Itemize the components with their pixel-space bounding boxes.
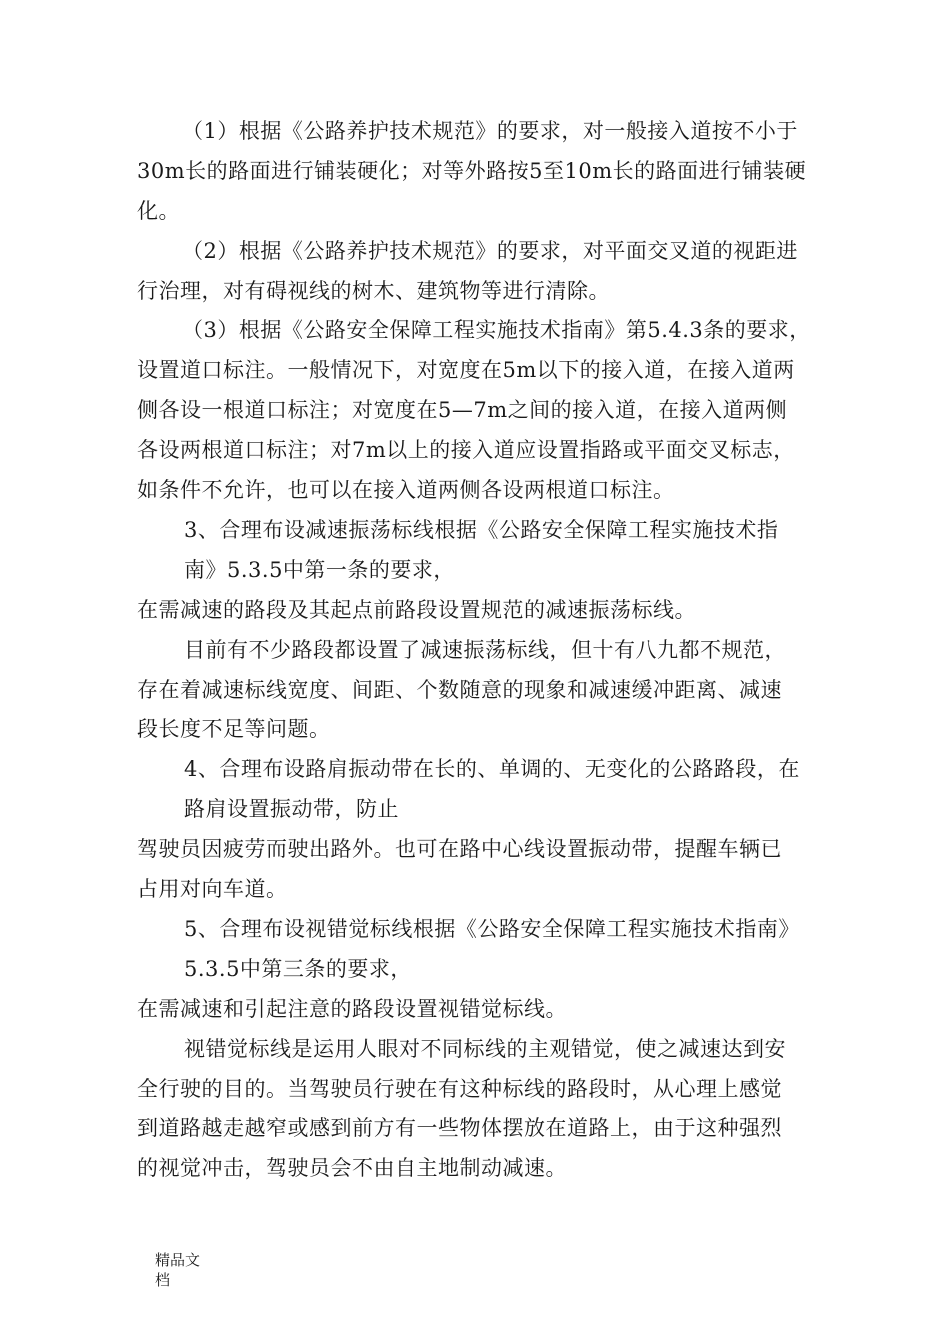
text-line: （1）根据《公路养护技术规范》的要求，对一般接入道按不小于	[182, 119, 798, 143]
text-line: 5、合理布设视错觉标线根据《公路安全保障工程实施技术指南》	[184, 917, 800, 941]
text-line: 设置道口标注。一般情况下，对宽度在5m以下的接入道，在接入道两	[137, 358, 795, 382]
text-line: 南》5.3.5中第一条的要求，	[184, 558, 455, 582]
text-line: 驾驶员因疲劳而驶出路外。也可在路中心线设置振动带，提醒车辆已	[137, 837, 782, 861]
text-line: 全行驶的目的。当驾驶员行驶在有这种标线的路段时，从心理上感觉	[137, 1077, 782, 1101]
text-line: 3、合理布设减速振荡标线根据《公路安全保障工程实施技术指	[184, 518, 779, 542]
text-line: 侧各设一根道口标注；对宽度在5—7m之间的接入道，在接入道两侧	[137, 398, 788, 422]
text-line: 5.3.5中第三条的要求，	[184, 957, 412, 981]
text-line: 在需减速和引起注意的路段设置视错觉标线。	[137, 997, 567, 1021]
text-line: 如条件不允许，也可以在接入道两侧各设两根道口标注。	[137, 478, 675, 502]
text-line: 路肩设置振动带，防止	[184, 797, 399, 821]
text-line: 段长度不足等问题。	[137, 717, 331, 741]
text-line: （3）根据《公路安全保障工程实施技术指南》第5.4.3条的要求，	[182, 318, 811, 342]
text-line: 4、合理布设路肩振动带在长的、单调的、无变化的公路路段，在	[184, 757, 800, 781]
text-line: 占用对向车道。	[137, 877, 288, 901]
text-line: 的视觉冲击，驾驶员会不由自主地制动减速。	[137, 1156, 567, 1180]
text-line: 各设两根道口标注；对7m以上的接入道应设置指路或平面交叉标志，	[137, 438, 795, 462]
text-line: 目前有不少路段都设置了减速振荡标线，但十有八九都不规范，	[184, 638, 786, 662]
footer-watermark	[155, 1250, 215, 1290]
footer-line-2: 档	[155, 1271, 171, 1289]
text-line: 30m长的路面进行铺装硬化；对等外路按5至10m长的路面进行铺装硬	[137, 159, 807, 183]
text-line: 到道路越走越窄或感到前方有一些物体摆放在道路上，由于这种强烈	[137, 1116, 782, 1140]
text-line: （2）根据《公路养护技术规范》的要求，对平面交叉道的视距进	[182, 239, 798, 263]
text-line: 存在着减速标线宽度、间距、个数随意的现象和减速缓冲距离、减速	[137, 678, 782, 702]
text-line: 行治理，对有碍视线的树木、建筑物等进行清除。	[137, 279, 610, 303]
footer-line-1: 精品文	[155, 1251, 201, 1269]
text-line: 化。	[137, 199, 180, 223]
text-line: 在需减速的路段及其起点前路段设置规范的减速振荡标线。	[137, 598, 696, 622]
text-line: 视错觉标线是运用人眼对不同标线的主观错觉，使之减速达到安	[184, 1037, 786, 1061]
